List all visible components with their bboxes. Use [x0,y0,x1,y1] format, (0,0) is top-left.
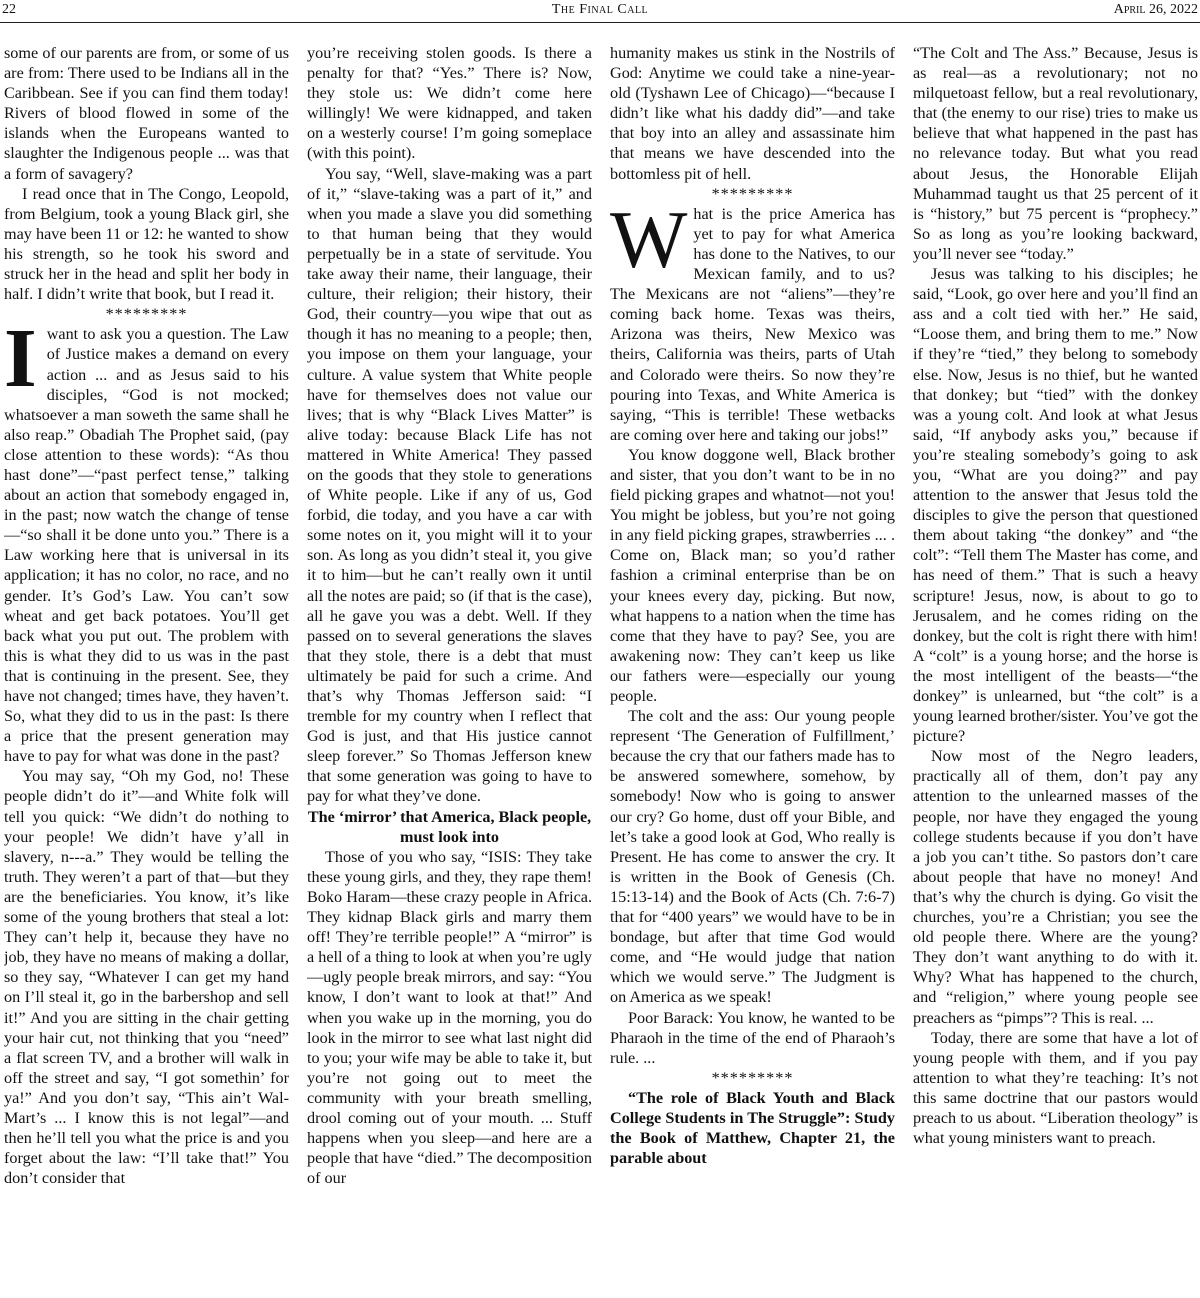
column-4 [913,43,1198,1298]
paragraph: You may say, “Oh my God, no! These people didn’t do it”—and White folk will tell you quick: “We didn’t do nothing to your people! We didn’t have y’all in slavery, n---a.” They would be telling the truth. They weren’t a part of that—but they are the beneficiaries. You know, it’s like some of the young brothers that steal a lot: They can’t help it, because they have no job, they have no means of making a dollar, so they say, “Whatever I can get my hand on I’ll steal it, go in the barbershop and sell it!” And you are sitting in the chair getting your hair cut, not thinking that you “need” a flat screen TV, and a brother will walk in off the street and say, “I got somethin’ for ya!” And you don’t say, “This ain’t Wal-Mart’s ... I know this is not legal”—and then he’ll tell you what the price is and you forget about the law: “I’ll take that!” You don’t consider that [4,767,289,1188]
paragraph: I read once that in The Congo, Leopold, from Belgium, took a young Black girl, she may have been 11 or 12: he wanted to show his strength, so he took his sword and struck her in the head and split her body in half. I didn’t write that book, but I read it. [4,184,289,304]
paragraph: Today, there are some that have a lot of young people with them, and if you pay attention to what they’re teaching: It’s not this same doctrine that our pastors would preach to us about. “Liberation theology” is what young ministers want to preach. [913,1028,1198,1148]
paragraph: Jesus was talking to his disciples; he said, “Look, go over here and you’ll find an ass and a colt tied with her.” He said, “Loose them, and bring them to me.” Now if they’re “tied,” they belong to somebody else. Now, Jesus is no thief, but he wanted that donkey; but “tied” with the donkey was a young colt. And look at what Jesus said, “If anybody asks you,” because if you’re stealing somebody’s going to ask you, “What are you doing?” and pay attention to the answer that Jesus told the disciples to give the person that questioned them about taking “the donkey” and “the colt”: “Tell them The Master has come, and has need of them.” That is such a heavy scripture! Jesus, now, is about to go to Jerusalem, and he comes riding on the donkey, but the colt is right there with him! A “colt” is a young horse; and the horse is the most intelligent of the beasts—“the donkey” is unlearned, but “the colt” is a young learned brother/sister. You’ve got the picture? [913,265,1198,746]
paragraph [4,312,289,766]
column-3 [610,43,895,1298]
page-header [0,0,1200,23]
paragraph: Poor Barack: You know, he wanted to be Pharaoh in the time of the end of Pharaoh’s rule. ... [610,1008,895,1067]
paragraph: Those of you who say, “ISIS: They take these young girls, and they, they rape them! Boko Haram—these crazy people in Africa. They kidnap Black girls and marry them off! They’re terrible people!” A “mirror” is a hell of a thing to look at when you’re ugly—ugly people break mirrors, and say: “You know, I don’t want to look at that!” And when you wake up in the morning, you do look in the mirror to see what last night did to you; your wife may be able to take it, but you’re not going out to meet the community with your breath smelling, drool coming out of your mouth. ... Stuff happens when you sleep—and here are a people that have “died.” The decomposition of our [307,847,592,1188]
paragraph: Now most of the Negro leaders, practically all of them, don’t pay any attention to the unlearned masses of the people, nor have they engaged the young college students because if you don’t have a job you can’t tithe. So pastors don’t care about people that have no money! And that’s why the church is dying. Go visit the churches, you’re a Christian; you see the old people there. Where are the young? They don’t want anything to do with it. Why? What has happened to the church, and “religion,” where young people see preachers as “pimps”? This is real. ... [913,747,1198,1027]
issue-date: April 26, 2022 [1113,2,1198,17]
subheading: The ‘mirror’ that America, Black people, must look into [307,807,592,846]
paragraph: The colt and the ass: Our young people represent ‘The Generation of Fulfillment,’ because the cry that our fathers made has to be answered somewhere, somehow, by somebody! Now who is going to answer our cry? Go home, dust off your Bible, and let’s take a good look at God, Who really is Present. He has come to answer the cry. It is written in the Book of Genesis (Ch. 15:13-14) and the Book of Acts (Ch. 7:6-7) that for “400 years” we would have to be in bondage, but after that time God would come, and “He would judge that nation which we would serve.” The Judgment is on America as we speak! [610,707,895,1007]
paragraph: “The Colt and The Ass.” Because, Jesus is as real—as a revolutionary; not no milquetoast fellow, but a real revolutionary, that (the enemy to our rise) tries to make us believe that what happened in the past has no relevance today. But what you read about Jesus, the Honorable Elijah Muhammad taught us that 25 percent of it is “history,” but 75 percent is “prophecy.” So as long as you’re looking backward, you’ll never see “today.” [913,44,1198,263]
paragraph-text: want to ask you a question. The Law of Justice makes a demand on every action ... and as Jesus said to his disciples, “God is not mocked; whatsoever a man soweth the same shall he also reap.” Obadiah The Prophet said, (pay close attention to these words): “As thou hast done”—“past perfect tense,” talking about an action that somebody engaged in, in the past; now watch the change of tense—“so shall it be done unto you.” There is a Law working here that is universal in its application; it has no color, no race, and no gender. It’s God’s Law. You can’t sow wheat and get back potatoes. You’ll get back what you put out. The problem with this is what they did to us was in the past that is continuing in the present. See, they have not changed; times have, they haven’t. So, what they did to us in the past: Is there a price that the present generation may have to pay for what was done in the past? [4,325,289,766]
paragraph: You know doggone well, Black brother and sister, that you don’t want to be in no field picking grapes and whatnot—not you! You might be jobless, but you’re not going in any field picking grapes, strawberries ... . Come on, Black man; so you’d rather fashion a criminal enterprise than be on your knees every day, picking. But now, what happens to a nation when the time has come that they have to pay? See, you are awakening now: They can’t keep us like our fathers were—especially our young people. [610,445,895,705]
column-1 [4,43,289,1298]
article-columns [4,43,1198,1298]
section-separator: ********* [711,1068,794,1087]
publication-name: The Final Call [551,2,649,17]
drop-cap: W [610,193,688,285]
section-separator: ********* [711,184,794,203]
paragraph: you’re receiving stolen goods. Is there a penalty for that? “Yes.” There is? Now, they stole us: We didn’t come here willingly! We were kidnapped, and taken on a westerly course! I’m going someplace (with this point). [307,44,592,163]
paragraph [610,193,895,445]
section-separator: ********* [105,305,188,324]
paragraph: some of our parents are from, or some of us are from: There used to be Indians all in the Caribbean. See if you can find them today! Rivers of blood flowed in some of the islands when the Europeans wanted to slaughter the Indigenous people ... was that a form of savagery? [4,44,289,183]
paragraph: humanity makes us stink in the Nostrils of God: Anytime we could take a nine-year-old (Tyshawn Lee of Chicago)—“because I didn’t like what his daddy did”—and take that boy into an alley and assassinate him that means we have descended into the bottomless pit of hell. [610,44,895,183]
paragraph-text: hat is the price America has yet to pay for what America has done to the Natives, to our Mexican family, and to us? The Mexicans are not “aliens”—they’re coming back home. Texas was theirs, Arizona was theirs, New Mexico was theirs, California was theirs, parts of Utah and Colorado were theirs. So now they’re pouring into Texas, and White America is saying, “This is terrible! These wetbacks are coming over here and taking our jobs!” [610,204,895,444]
page-number: 22 [2,2,16,17]
drop-cap: I [4,312,37,406]
column-2 [307,43,592,1298]
paragraph: You say, “Well, slave-making was a part of it,” “slave-taking was a part of it,” and when you made a slave you did something to that human being that they would perpetually be in a state of servitude. You take away their name, their language, their culture, their religion; their history, their God, their country—you wipe that out as though it has no meaning to a people; then, you impose on them your language, your culture. A value system that White people have for themselves does not value our lives; that is why “Black Lives Matter” is alive today: because Black Life has not mattered in White America! They passed on the goods that they stole to generations of White people. Like if any of us, God forbid, die today, and you have a car with some notes on it, you might will it to your son. As long as you didn’t steal it, you give it to him—but he can’t really own it until all the notes are paid; so (if that is the case), all he gave you was a debt. Well. If they passed on to several generations the slaves that they stole, there is a debt that must ultimately be paid for such a crime. And that’s why Thomas Jefferson said: “I tremble for my country when I reflect that God is just, and that His justice cannot sleep forever.” So Thomas Jefferson knew that some generation was going to have to pay for what they’ve done. [307,164,592,806]
paragraph: “The role of Black Youth and Black College Students in The Struggle”: Study the Book of Matthew, Chapter 21, the parable about [610,1088,895,1168]
